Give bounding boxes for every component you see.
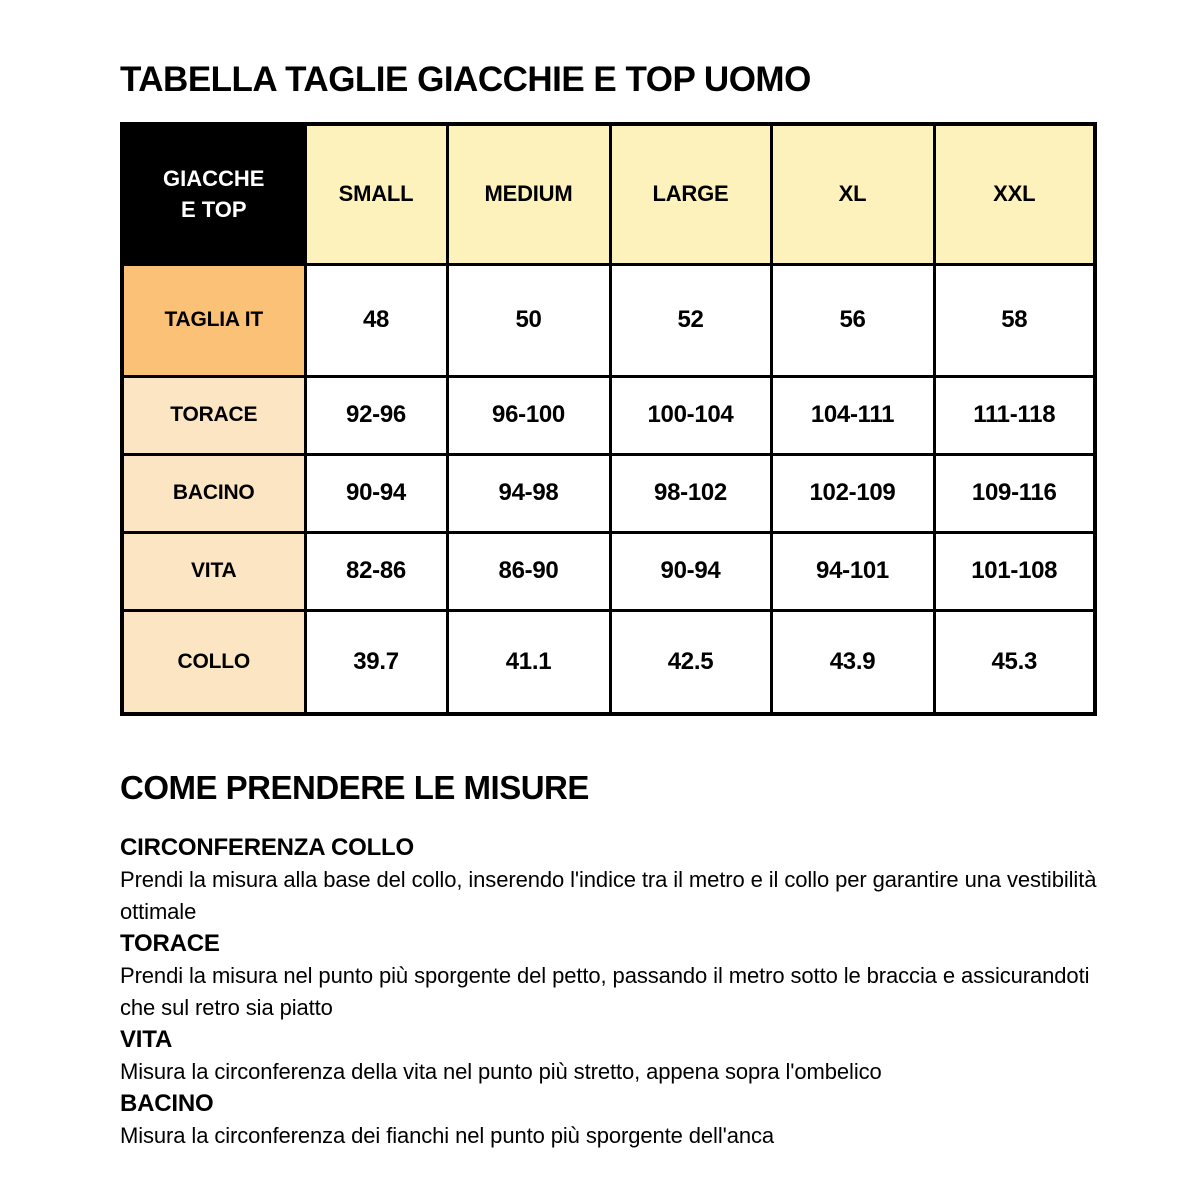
cell-collo-small: 39.7: [305, 610, 447, 714]
cell-vita-large: 90-94: [610, 532, 771, 610]
cell-vita-small: 82-86: [305, 532, 447, 610]
section-title-bacino: BACINO: [120, 1090, 214, 1117]
cell-bacino-xxl: 109-116: [934, 454, 1095, 532]
cell-torace-small: 92-96: [305, 376, 447, 454]
cell-taglia-large: 52: [610, 264, 771, 376]
section-title-vita: VITA: [120, 1026, 173, 1053]
row-label-collo: COLLO: [122, 610, 305, 714]
cell-vita-xl: 94-101: [771, 532, 934, 610]
column-header-xxl: XXL: [934, 124, 1095, 264]
column-header-large: LARGE: [610, 124, 771, 264]
cell-bacino-xl: 102-109: [771, 454, 934, 532]
cell-bacino-large: 98-102: [610, 454, 771, 532]
row-label-vita: VITA: [122, 532, 305, 610]
column-header-xl: XL: [771, 124, 934, 264]
column-header-medium: MEDIUM: [447, 124, 610, 264]
cell-vita-medium: 86-90: [447, 532, 610, 610]
measuring-instructions: [120, 768, 1120, 1152]
cell-collo-medium: 41.1: [447, 610, 610, 714]
cell-taglia-medium: 50: [447, 264, 610, 376]
table-row-collo: [122, 610, 1095, 714]
section-text-vita: Misura la circonferenza della vita nel punto più stretto, appena sopra l'ombelico: [120, 1059, 882, 1084]
section-text-circonferenza-collo: Prendi la misura alla base del collo, inserendo l'indice tra il metro e il collo per garantire una vestibilità ottimale: [120, 867, 1097, 924]
cell-torace-large: 100-104: [610, 376, 771, 454]
row-label-torace: TORACE: [122, 376, 305, 454]
section-title-torace: TORACE: [120, 930, 220, 957]
cell-taglia-xl: 56: [771, 264, 934, 376]
section-text-bacino: Misura la circonferenza dei fianchi nel punto più sporgente dell'anca: [120, 1123, 775, 1148]
table-row-taglia-it: [122, 264, 1095, 376]
row-label-bacino: BACINO: [122, 454, 305, 532]
cell-taglia-small: 48: [305, 264, 447, 376]
table-row-vita: [122, 532, 1095, 610]
instructions-heading: COME PRENDERE LE MISURE: [120, 769, 589, 806]
table-header-row: [122, 124, 1095, 264]
section-text-torace: Prendi la misura nel punto più sporgente del petto, passando il metro sotto le braccia e assicurandoti che sul retro sia piatto: [120, 963, 1090, 1020]
column-header-small: SMALL: [305, 124, 447, 264]
section-title-circonferenza-collo: CIRCONFERENZA COLLO: [120, 834, 414, 861]
table-corner-cell: [122, 124, 305, 264]
corner-label-line1: GIACCHE: [163, 166, 265, 192]
row-label-taglia-it: TAGLIA IT: [122, 264, 305, 376]
cell-bacino-small: 90-94: [305, 454, 447, 532]
page-title: TABELLA TAGLIE GIACCHIE E TOP UOMO: [120, 60, 811, 99]
cell-taglia-xxl: 58: [934, 264, 1095, 376]
cell-collo-large: 42.5: [610, 610, 771, 714]
size-table: [120, 122, 1097, 716]
corner-label-line2: E TOP: [180, 197, 247, 223]
table-row-torace: [122, 376, 1095, 454]
cell-vita-xxl: 101-108: [934, 532, 1095, 610]
table-row-bacino: [122, 454, 1095, 532]
cell-bacino-medium: 94-98: [447, 454, 610, 532]
cell-torace-xxl: 111-118: [934, 376, 1095, 454]
cell-torace-xl: 104-111: [771, 376, 934, 454]
cell-torace-medium: 96-100: [447, 376, 610, 454]
cell-collo-xxl: 45.3: [934, 610, 1095, 714]
cell-collo-xl: 43.9: [771, 610, 934, 714]
